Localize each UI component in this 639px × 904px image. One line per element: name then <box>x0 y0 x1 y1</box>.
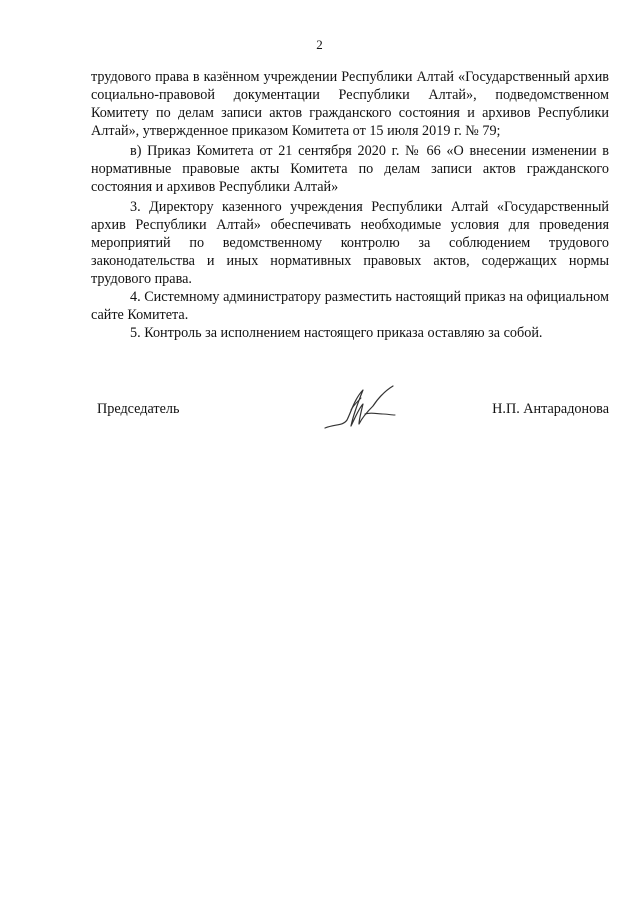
page-number: 2 <box>316 37 323 52</box>
paragraph-continuation: трудового права в казённом учреждении Республики Алтай «Государственный архив социально-правовой документации Республики Алтай», подведомственном Комитету по делам записи актов гражданского состояния и архивов Республики Алтай», утвержденное приказом Комитета от 15 июля 2019 г. № 79; <box>91 69 609 139</box>
paragraph-item-5: 5. Контроль за исполнением настоящего приказа оставляю за собой. <box>130 325 543 341</box>
handwritten-signature <box>321 384 405 436</box>
signatory-name: Н.П. Антарадонова <box>492 401 609 417</box>
signatory-title: Председатель <box>97 401 180 417</box>
signature-block <box>91 384 609 444</box>
paragraph-item-4: 4. Системному администратору разместить настоящий приказ на официальном сайте Комитета. <box>91 289 609 323</box>
paragraph-item-v: в) Приказ Комитета от 21 сентября 2020 г. № 66 «О внесении изменении в нормативные правовые акты Комитета по делам записи актов гражданского состояния и архивов Республики Алтай» <box>91 143 609 195</box>
document-body <box>91 68 609 342</box>
paragraph-item-3: 3. Директору казенного учреждения Республики Алтай «Государственный архив Республики Алтай» обеспечивать необходимые условия для проведения мероприятий по ведомственному контролю за соблюдением трудового законодательства и иных нормативных правовых актов, содержащих нормы трудового права. <box>91 199 609 287</box>
